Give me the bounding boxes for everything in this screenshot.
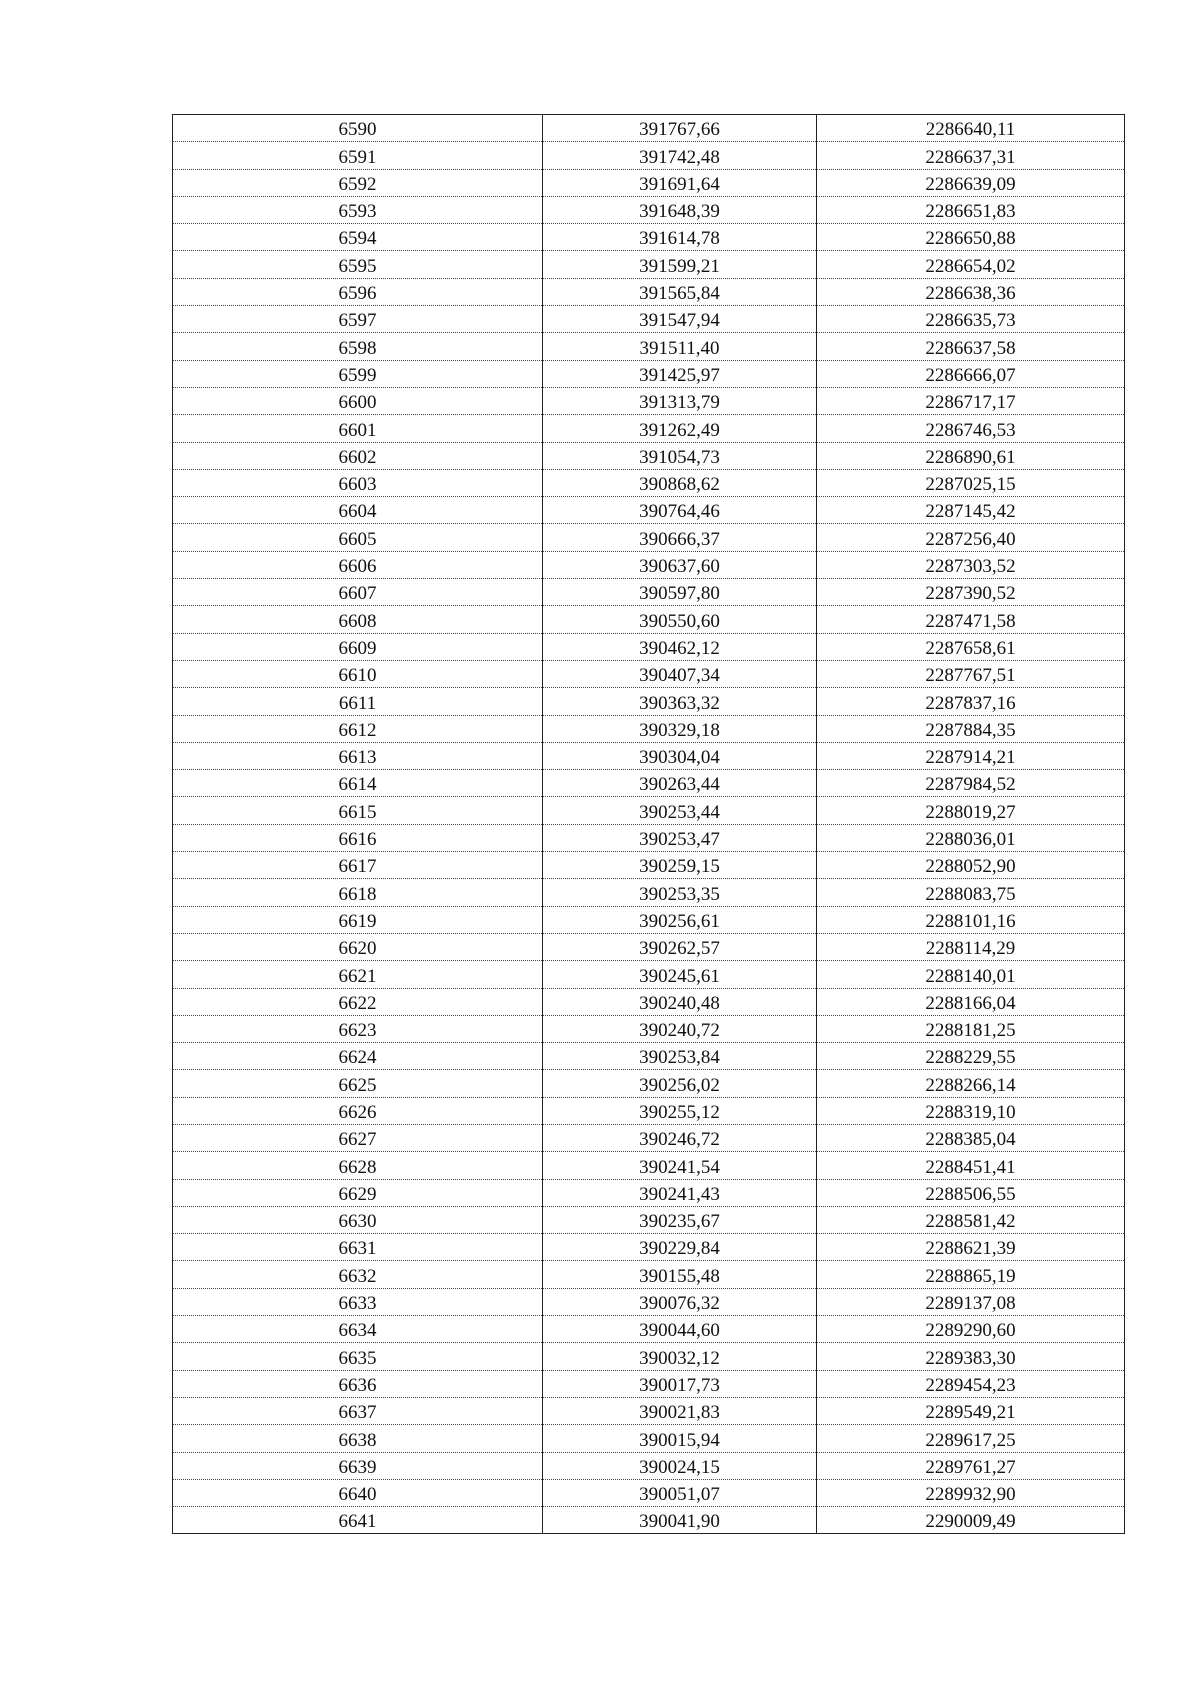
x-coordinate-cell: 390253,47 — [543, 824, 817, 851]
y-coordinate-cell: 2288266,14 — [817, 1070, 1125, 1097]
point-number-cell: 6640 — [173, 1479, 543, 1506]
table-row — [173, 852, 1125, 879]
point-number-cell: 6608 — [173, 606, 543, 633]
point-number-cell: 6595 — [173, 251, 543, 278]
x-coordinate-cell: 390262,57 — [543, 933, 817, 960]
table-row — [173, 688, 1125, 715]
y-coordinate-cell: 2287884,35 — [817, 715, 1125, 742]
table-row — [173, 770, 1125, 797]
x-coordinate-cell: 390024,15 — [543, 1452, 817, 1479]
x-coordinate-cell: 390253,35 — [543, 879, 817, 906]
y-coordinate-cell: 2286746,53 — [817, 415, 1125, 442]
point-number-cell: 6626 — [173, 1097, 543, 1124]
x-coordinate-cell: 390637,60 — [543, 551, 817, 578]
x-coordinate-cell: 390240,72 — [543, 1015, 817, 1042]
point-number-cell: 6612 — [173, 715, 543, 742]
table-row — [173, 742, 1125, 769]
y-coordinate-cell: 2288140,01 — [817, 961, 1125, 988]
point-number-cell: 6632 — [173, 1261, 543, 1288]
table-row — [173, 1179, 1125, 1206]
point-number-cell: 6636 — [173, 1370, 543, 1397]
point-number-cell: 6609 — [173, 633, 543, 660]
x-coordinate-cell: 391425,97 — [543, 360, 817, 387]
y-coordinate-cell: 2288114,29 — [817, 933, 1125, 960]
point-number-cell: 6627 — [173, 1124, 543, 1151]
table-row — [173, 933, 1125, 960]
y-coordinate-cell: 2286637,58 — [817, 333, 1125, 360]
y-coordinate-cell: 2287390,52 — [817, 579, 1125, 606]
y-coordinate-cell: 2288506,55 — [817, 1179, 1125, 1206]
table-row — [173, 1397, 1125, 1424]
y-coordinate-cell: 2288019,27 — [817, 797, 1125, 824]
point-number-cell: 6603 — [173, 469, 543, 496]
table-row — [173, 251, 1125, 278]
table-row — [173, 333, 1125, 360]
y-coordinate-cell: 2289137,08 — [817, 1288, 1125, 1315]
y-coordinate-cell: 2287025,15 — [817, 469, 1125, 496]
x-coordinate-cell: 391054,73 — [543, 442, 817, 469]
coordinates-table — [172, 114, 1125, 1534]
x-coordinate-cell: 390229,84 — [543, 1234, 817, 1261]
x-coordinate-cell: 391767,66 — [543, 115, 817, 142]
x-coordinate-cell: 390764,46 — [543, 497, 817, 524]
point-number-cell: 6633 — [173, 1288, 543, 1315]
table-row — [173, 988, 1125, 1015]
table-row — [173, 442, 1125, 469]
table-row — [173, 1043, 1125, 1070]
table-row — [173, 387, 1125, 414]
x-coordinate-cell: 391565,84 — [543, 278, 817, 305]
y-coordinate-cell: 2289549,21 — [817, 1397, 1125, 1424]
table-row — [173, 633, 1125, 660]
x-coordinate-cell: 390044,60 — [543, 1316, 817, 1343]
table-row — [173, 551, 1125, 578]
coordinates-table-body — [173, 115, 1125, 1534]
y-coordinate-cell: 2286635,73 — [817, 306, 1125, 333]
y-coordinate-cell: 2288865,19 — [817, 1261, 1125, 1288]
point-number-cell: 6596 — [173, 278, 543, 305]
y-coordinate-cell: 2288319,10 — [817, 1097, 1125, 1124]
y-coordinate-cell: 2288166,04 — [817, 988, 1125, 1015]
point-number-cell: 6606 — [173, 551, 543, 578]
point-number-cell: 6590 — [173, 115, 543, 142]
x-coordinate-cell: 390241,54 — [543, 1152, 817, 1179]
point-number-cell: 6625 — [173, 1070, 543, 1097]
point-number-cell: 6623 — [173, 1015, 543, 1042]
point-number-cell: 6599 — [173, 360, 543, 387]
point-number-cell: 6611 — [173, 688, 543, 715]
x-coordinate-cell: 390015,94 — [543, 1425, 817, 1452]
y-coordinate-cell: 2286637,31 — [817, 142, 1125, 169]
x-coordinate-cell: 390076,32 — [543, 1288, 817, 1315]
y-coordinate-cell: 2287658,61 — [817, 633, 1125, 660]
table-row — [173, 224, 1125, 251]
x-coordinate-cell: 390017,73 — [543, 1370, 817, 1397]
x-coordinate-cell: 391599,21 — [543, 251, 817, 278]
point-number-cell: 6594 — [173, 224, 543, 251]
point-number-cell: 6628 — [173, 1152, 543, 1179]
y-coordinate-cell: 2288229,55 — [817, 1043, 1125, 1070]
table-row — [173, 115, 1125, 142]
table-row — [173, 1097, 1125, 1124]
y-coordinate-cell: 2287914,21 — [817, 742, 1125, 769]
y-coordinate-cell: 2289454,23 — [817, 1370, 1125, 1397]
x-coordinate-cell: 390255,12 — [543, 1097, 817, 1124]
table-row — [173, 415, 1125, 442]
y-coordinate-cell: 2286640,11 — [817, 115, 1125, 142]
y-coordinate-cell: 2286890,61 — [817, 442, 1125, 469]
x-coordinate-cell: 390666,37 — [543, 524, 817, 551]
y-coordinate-cell: 2287837,16 — [817, 688, 1125, 715]
y-coordinate-cell: 2289290,60 — [817, 1316, 1125, 1343]
point-number-cell: 6635 — [173, 1343, 543, 1370]
y-coordinate-cell: 2287471,58 — [817, 606, 1125, 633]
point-number-cell: 6610 — [173, 660, 543, 687]
point-number-cell: 6624 — [173, 1043, 543, 1070]
x-coordinate-cell: 390241,43 — [543, 1179, 817, 1206]
point-number-cell: 6622 — [173, 988, 543, 1015]
table-row — [173, 1507, 1125, 1534]
point-number-cell: 6638 — [173, 1425, 543, 1452]
point-number-cell: 6615 — [173, 797, 543, 824]
y-coordinate-cell: 2286666,07 — [817, 360, 1125, 387]
x-coordinate-cell: 391313,79 — [543, 387, 817, 414]
y-coordinate-cell: 2286650,88 — [817, 224, 1125, 251]
x-coordinate-cell: 390259,15 — [543, 852, 817, 879]
point-number-cell: 6634 — [173, 1316, 543, 1343]
y-coordinate-cell: 2288101,16 — [817, 906, 1125, 933]
table-row — [173, 1206, 1125, 1233]
point-number-cell: 6601 — [173, 415, 543, 442]
table-row — [173, 1425, 1125, 1452]
x-coordinate-cell: 390032,12 — [543, 1343, 817, 1370]
x-coordinate-cell: 390256,02 — [543, 1070, 817, 1097]
y-coordinate-cell: 2286654,02 — [817, 251, 1125, 278]
table-row — [173, 1234, 1125, 1261]
x-coordinate-cell: 391691,64 — [543, 169, 817, 196]
x-coordinate-cell: 390051,07 — [543, 1479, 817, 1506]
x-coordinate-cell: 390253,44 — [543, 797, 817, 824]
x-coordinate-cell: 390550,60 — [543, 606, 817, 633]
x-coordinate-cell: 390155,48 — [543, 1261, 817, 1288]
y-coordinate-cell: 2288451,41 — [817, 1152, 1125, 1179]
x-coordinate-cell: 390256,61 — [543, 906, 817, 933]
point-number-cell: 6620 — [173, 933, 543, 960]
x-coordinate-cell: 390407,34 — [543, 660, 817, 687]
y-coordinate-cell: 2288621,39 — [817, 1234, 1125, 1261]
table-row — [173, 1288, 1125, 1315]
y-coordinate-cell: 2288181,25 — [817, 1015, 1125, 1042]
point-number-cell: 6613 — [173, 742, 543, 769]
y-coordinate-cell: 2289617,25 — [817, 1425, 1125, 1452]
point-number-cell: 6617 — [173, 852, 543, 879]
x-coordinate-cell: 390462,12 — [543, 633, 817, 660]
y-coordinate-cell: 2287256,40 — [817, 524, 1125, 551]
y-coordinate-cell: 2288083,75 — [817, 879, 1125, 906]
table-row — [173, 497, 1125, 524]
y-coordinate-cell: 2289383,30 — [817, 1343, 1125, 1370]
y-coordinate-cell: 2286717,17 — [817, 387, 1125, 414]
point-number-cell: 6631 — [173, 1234, 543, 1261]
table-row — [173, 1070, 1125, 1097]
table-row — [173, 606, 1125, 633]
table-row — [173, 1152, 1125, 1179]
y-coordinate-cell: 2287984,52 — [817, 770, 1125, 797]
point-number-cell: 6604 — [173, 497, 543, 524]
point-number-cell: 6639 — [173, 1452, 543, 1479]
x-coordinate-cell: 390363,32 — [543, 688, 817, 715]
x-coordinate-cell: 390240,48 — [543, 988, 817, 1015]
table-row — [173, 196, 1125, 223]
table-row — [173, 469, 1125, 496]
x-coordinate-cell: 390245,61 — [543, 961, 817, 988]
x-coordinate-cell: 390041,90 — [543, 1507, 817, 1534]
point-number-cell: 6600 — [173, 387, 543, 414]
x-coordinate-cell: 391614,78 — [543, 224, 817, 251]
y-coordinate-cell: 2287767,51 — [817, 660, 1125, 687]
x-coordinate-cell: 390597,80 — [543, 579, 817, 606]
table-row — [173, 142, 1125, 169]
table-row — [173, 1479, 1125, 1506]
point-number-cell: 6598 — [173, 333, 543, 360]
point-number-cell: 6618 — [173, 879, 543, 906]
table-row — [173, 906, 1125, 933]
x-coordinate-cell: 390329,18 — [543, 715, 817, 742]
table-row — [173, 1343, 1125, 1370]
x-coordinate-cell: 391547,94 — [543, 306, 817, 333]
table-row — [173, 360, 1125, 387]
x-coordinate-cell: 391511,40 — [543, 333, 817, 360]
y-coordinate-cell: 2286651,83 — [817, 196, 1125, 223]
table-row — [173, 660, 1125, 687]
point-number-cell: 6619 — [173, 906, 543, 933]
table-row — [173, 1015, 1125, 1042]
point-number-cell: 6621 — [173, 961, 543, 988]
point-number-cell: 6592 — [173, 169, 543, 196]
point-number-cell: 6614 — [173, 770, 543, 797]
x-coordinate-cell: 390263,44 — [543, 770, 817, 797]
point-number-cell: 6641 — [173, 1507, 543, 1534]
table-row — [173, 824, 1125, 851]
y-coordinate-cell: 2286638,36 — [817, 278, 1125, 305]
x-coordinate-cell: 390253,84 — [543, 1043, 817, 1070]
point-number-cell: 6591 — [173, 142, 543, 169]
point-number-cell: 6616 — [173, 824, 543, 851]
x-coordinate-cell: 390235,67 — [543, 1206, 817, 1233]
point-number-cell: 6607 — [173, 579, 543, 606]
x-coordinate-cell: 391742,48 — [543, 142, 817, 169]
x-coordinate-cell: 391648,39 — [543, 196, 817, 223]
table-row — [173, 306, 1125, 333]
table-row — [173, 879, 1125, 906]
table-row — [173, 579, 1125, 606]
table-row — [173, 524, 1125, 551]
x-coordinate-cell: 390021,83 — [543, 1397, 817, 1424]
table-row — [173, 169, 1125, 196]
table-row — [173, 797, 1125, 824]
point-number-cell: 6637 — [173, 1397, 543, 1424]
y-coordinate-cell: 2289761,27 — [817, 1452, 1125, 1479]
table-row — [173, 1261, 1125, 1288]
table-row — [173, 1124, 1125, 1151]
y-coordinate-cell: 2289932,90 — [817, 1479, 1125, 1506]
point-number-cell: 6593 — [173, 196, 543, 223]
point-number-cell: 6605 — [173, 524, 543, 551]
y-coordinate-cell: 2288036,01 — [817, 824, 1125, 851]
x-coordinate-cell: 390868,62 — [543, 469, 817, 496]
x-coordinate-cell: 390304,04 — [543, 742, 817, 769]
table-row — [173, 1370, 1125, 1397]
x-coordinate-cell: 390246,72 — [543, 1124, 817, 1151]
y-coordinate-cell: 2287303,52 — [817, 551, 1125, 578]
y-coordinate-cell: 2288385,04 — [817, 1124, 1125, 1151]
point-number-cell: 6630 — [173, 1206, 543, 1233]
y-coordinate-cell: 2288581,42 — [817, 1206, 1125, 1233]
y-coordinate-cell: 2287145,42 — [817, 497, 1125, 524]
y-coordinate-cell: 2290009,49 — [817, 1507, 1125, 1534]
table-row — [173, 715, 1125, 742]
point-number-cell: 6602 — [173, 442, 543, 469]
y-coordinate-cell: 2286639,09 — [817, 169, 1125, 196]
table-row — [173, 1316, 1125, 1343]
point-number-cell: 6629 — [173, 1179, 543, 1206]
y-coordinate-cell: 2288052,90 — [817, 852, 1125, 879]
point-number-cell: 6597 — [173, 306, 543, 333]
table-row — [173, 961, 1125, 988]
table-row — [173, 1452, 1125, 1479]
x-coordinate-cell: 391262,49 — [543, 415, 817, 442]
table-row — [173, 278, 1125, 305]
